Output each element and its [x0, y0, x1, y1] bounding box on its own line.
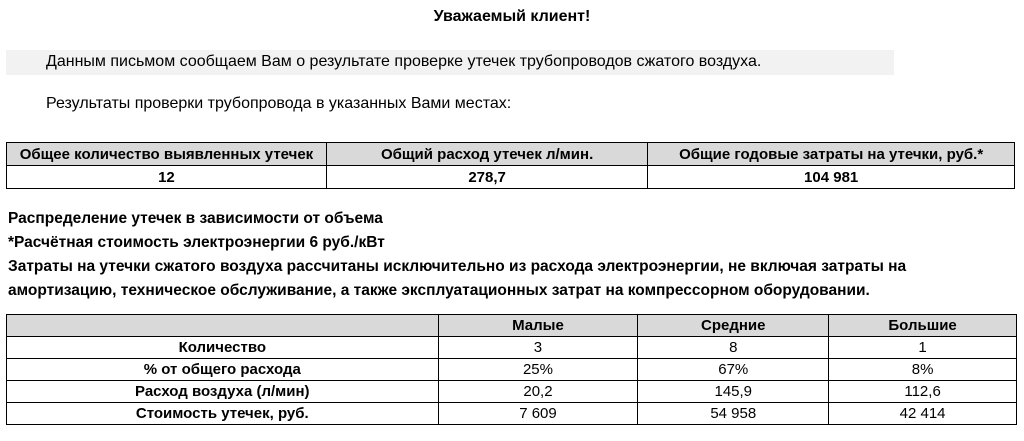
- header-total-flow: Общий расход утечек л/мин.: [326, 143, 647, 166]
- cost-note-line1: Затраты на утечки сжатого воздуха рассчитаны исключительно из расхода электроэнергии, не включая затраты на: [8, 258, 907, 275]
- value-annual-cost: 104 981: [648, 166, 1015, 189]
- electricity-cost-note: *Расчётная стоимость электроэнергии 6 руб./кВт: [8, 234, 385, 251]
- header-large: Большие: [829, 315, 1017, 337]
- cell-medium: 8: [638, 337, 829, 359]
- cell-medium: 67%: [638, 359, 829, 381]
- row-label: Расход воздуха (л/мин): [7, 381, 439, 403]
- cell-large: 42 414: [829, 403, 1017, 425]
- row-label: % от общего расхода: [7, 359, 439, 381]
- results-intro-text: Результаты проверки трубопровода в указанных Вами местах:: [46, 95, 512, 112]
- cell-medium: 145,9: [638, 381, 829, 403]
- header-total-leaks: Общее количество выявленных утечек: [7, 143, 327, 166]
- table-row: [7, 337, 1017, 359]
- greeting-heading: Уважаемый клиент!: [433, 8, 591, 25]
- value-total-flow: 278,7: [326, 166, 647, 189]
- cost-note-line2: амортизацию, техническое обслуживание, а также эксплуатационных затрат на компрессорном оборудовании.: [8, 282, 870, 299]
- intro-paragraph: [6, 50, 894, 75]
- summary-value-row: [7, 166, 1015, 189]
- notes-block: [8, 207, 1018, 303]
- summary-table: [6, 142, 1015, 189]
- cell-medium: 54 958: [638, 403, 829, 425]
- summary-header-row: [7, 143, 1015, 166]
- row-label: Количество: [7, 337, 439, 359]
- header-empty: [7, 315, 439, 337]
- table-row: [7, 381, 1017, 403]
- intro-text: Данным письмом сообщаем Вам о результате проверке утечек трубопроводов сжатого воздуха.: [46, 53, 762, 70]
- row-label: Стоимость утечек, руб.: [7, 403, 439, 425]
- header-annual-cost: Общие годовые затраты на утечки, руб.*: [648, 143, 1015, 166]
- cell-large: 8%: [829, 359, 1017, 381]
- header-medium: Средние: [638, 315, 829, 337]
- table-row: [7, 359, 1017, 381]
- cell-small: 20,2: [438, 381, 638, 403]
- cell-small: 25%: [438, 359, 638, 381]
- value-total-leaks: 12: [7, 166, 327, 189]
- cell-small: 3: [438, 337, 638, 359]
- cell-small: 7 609: [438, 403, 638, 425]
- cell-large: 112,6: [829, 381, 1017, 403]
- table-row: [7, 403, 1017, 425]
- distribution-table: [6, 314, 1017, 425]
- cell-large: 1: [829, 337, 1017, 359]
- distribution-header-row: [7, 315, 1017, 337]
- header-small: Малые: [438, 315, 638, 337]
- distribution-title: Распределение утечек в зависимости от объема: [8, 210, 383, 227]
